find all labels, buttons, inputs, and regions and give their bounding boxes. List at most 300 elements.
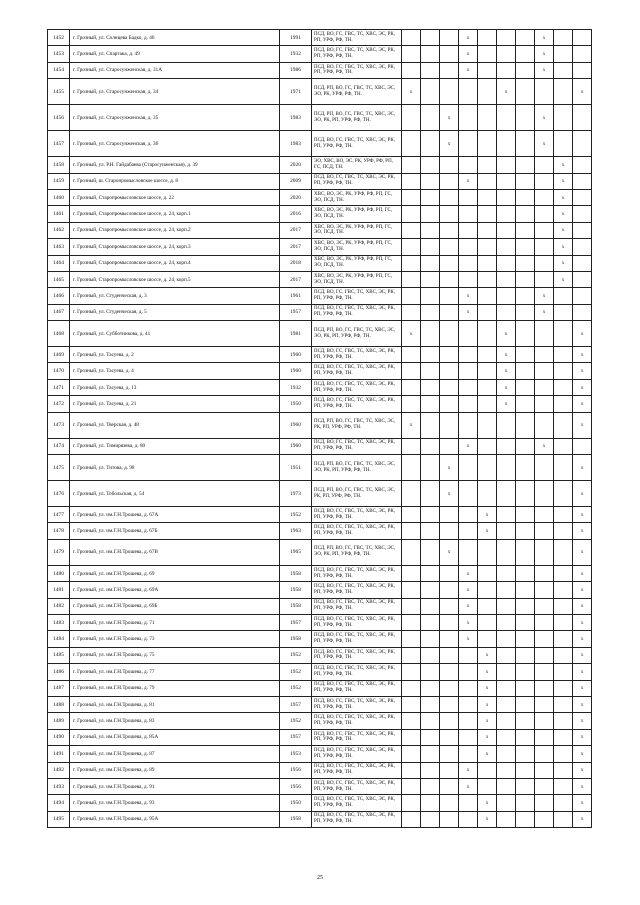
mark-cell (459, 79, 478, 105)
row-number: 1476 (48, 481, 70, 507)
mark-cell: x (573, 565, 592, 581)
mark-cell: x (573, 696, 592, 712)
mark-cell: x (402, 321, 421, 347)
mark-cell: x (573, 746, 592, 762)
mark-cell (402, 778, 421, 794)
mark-cell (535, 598, 554, 614)
address-cell: г. Грозный, ул. Старосунженская, д. 34 (70, 79, 280, 105)
mark-cell (478, 255, 497, 271)
table-row (48, 46, 592, 62)
mark-cell (497, 189, 516, 205)
mark-cell (421, 412, 440, 438)
mark-cell (535, 455, 554, 481)
year-cell: 1952 (280, 664, 312, 680)
mark-cell (573, 189, 592, 205)
mark-cell (421, 222, 440, 238)
mark-cell: x (459, 565, 478, 581)
mark-cell: x (478, 507, 497, 523)
mark-cell: x (573, 729, 592, 745)
mark-cell (516, 173, 535, 189)
mark-cell: x (573, 321, 592, 347)
systems-cell: ПСД, ВО, ГС, ГВС, ТС, ХВС, ЭС, РК, РП, УРФ, РФ, ТН. (312, 131, 402, 157)
year-cell: 1960 (280, 363, 312, 379)
row-number: 1492 (48, 762, 70, 778)
mark-cell: x (573, 396, 592, 412)
mark-cell (535, 811, 554, 827)
mark-cell (573, 46, 592, 62)
mark-cell (440, 438, 459, 454)
table-row (48, 664, 592, 680)
mark-cell: x (459, 438, 478, 454)
mark-cell (459, 713, 478, 729)
mark-cell (421, 189, 440, 205)
mark-cell (402, 507, 421, 523)
row-number: 1458 (48, 157, 70, 173)
mark-cell: x (573, 811, 592, 827)
mark-cell (535, 680, 554, 696)
address-cell: г. Грозный, ул. им.Г.Н.Трошева, д. 95А (70, 811, 280, 827)
mark-cell (516, 507, 535, 523)
address-cell: г. Грозный, ул. Р.Н. Гайдабаева (Старосунженская), д. 39 (70, 157, 280, 173)
mark-cell (573, 288, 592, 304)
address-cell: г. Грозный, ул. им.Г.Н.Трошева, д. 85А (70, 729, 280, 745)
mark-cell: x (573, 455, 592, 481)
mark-cell (421, 379, 440, 395)
year-cell: 1951 (280, 455, 312, 481)
table-row (48, 713, 592, 729)
mark-cell (478, 438, 497, 454)
table-row (48, 455, 592, 481)
row-number: 1468 (48, 321, 70, 347)
mark-cell: x (554, 222, 573, 238)
mark-cell (402, 157, 421, 173)
row-number: 1487 (48, 680, 70, 696)
mark-cell (516, 271, 535, 287)
row-number: 1477 (48, 507, 70, 523)
mark-cell (516, 582, 535, 598)
year-cell: 1958 (280, 811, 312, 827)
address-cell: г. Грозный, Старопромысловское шоссе, д. 22 (70, 189, 280, 205)
mark-cell (497, 614, 516, 630)
systems-cell: ЭО, ХВС, ВО, ЭС, РК, УРФ, РФ, РП, ГС, ПСД, ТН. (312, 157, 402, 173)
mark-cell (459, 222, 478, 238)
mark-cell: x (573, 680, 592, 696)
mark-cell: x (459, 46, 478, 62)
mark-cell (554, 614, 573, 630)
address-cell: г. Грозный, ул. Тасуева, д. 21 (70, 396, 280, 412)
mark-cell: x (535, 62, 554, 78)
mark-cell (421, 680, 440, 696)
mark-cell (440, 412, 459, 438)
mark-cell (421, 696, 440, 712)
table-row (48, 62, 592, 78)
mark-cell (573, 271, 592, 287)
mark-cell: x (478, 664, 497, 680)
mark-cell (516, 347, 535, 363)
mark-cell (516, 481, 535, 507)
mark-cell (535, 507, 554, 523)
systems-cell: ПСД, РП, ВО, ГС, ГВС, ТС, ХВС, ЭС, ЭО, РК, РП, УРФ, РФ, ТН. (312, 455, 402, 481)
mark-cell (421, 507, 440, 523)
mark-cell (516, 412, 535, 438)
mark-cell (402, 598, 421, 614)
systems-cell: ПСД, ВО, ГС, ГВС, ТС, ХВС, ЭС, РК, РП, УРФ, РФ, ТН. (312, 713, 402, 729)
mark-cell (421, 664, 440, 680)
mark-cell (440, 173, 459, 189)
mark-cell (535, 539, 554, 565)
mark-cell (402, 46, 421, 62)
mark-cell (535, 157, 554, 173)
mark-cell (421, 363, 440, 379)
table-row (48, 79, 592, 105)
mark-cell (440, 347, 459, 363)
year-cell: 1952 (280, 507, 312, 523)
mark-cell (421, 778, 440, 794)
table-row (48, 614, 592, 630)
mark-cell (478, 379, 497, 395)
mark-cell (421, 598, 440, 614)
mark-cell (516, 62, 535, 78)
year-cell: 1950 (280, 795, 312, 811)
mark-cell (402, 271, 421, 287)
systems-cell: ПСД, ВО, ГС, ГВС, ТС, ХВС, ЭС, РК, РП, УРФ, РФ, ТН. (312, 438, 402, 454)
systems-cell: ХВС, ВО, ЭС, РК, УРФ, РФ, РП, ГС, ЭО, ПСД, ТН. (312, 239, 402, 255)
mark-cell (554, 729, 573, 745)
mark-cell: x (573, 778, 592, 794)
mark-cell (459, 507, 478, 523)
mark-cell (554, 30, 573, 46)
mark-cell (516, 696, 535, 712)
mark-cell (497, 647, 516, 663)
year-cell: 1983 (280, 105, 312, 131)
address-cell: г. Грозный, ул. Студенческая, д. 3 (70, 288, 280, 304)
systems-cell: ПСД, ВО, ГС, ГВС, ТС, ХВС, ЭС, РК, РП, УРФ, РФ, ТН. (312, 288, 402, 304)
mark-cell (440, 157, 459, 173)
mark-cell (402, 523, 421, 539)
row-number: 1470 (48, 363, 70, 379)
mark-cell: x (535, 304, 554, 320)
mark-cell (459, 647, 478, 663)
mark-cell (573, 105, 592, 131)
mark-cell (516, 762, 535, 778)
mark-cell (440, 396, 459, 412)
mark-cell (497, 778, 516, 794)
mark-cell (516, 304, 535, 320)
mark-cell (516, 647, 535, 663)
mark-cell (478, 131, 497, 157)
mark-cell (402, 811, 421, 827)
mark-cell (497, 157, 516, 173)
year-cell: 1957 (280, 729, 312, 745)
mark-cell (478, 30, 497, 46)
address-cell: г. Грозный, ул. им.Г.Н.Трошева, д. 83 (70, 713, 280, 729)
year-cell: 1960 (280, 347, 312, 363)
mark-cell: x (459, 778, 478, 794)
mark-cell (421, 746, 440, 762)
table-row (48, 778, 592, 794)
year-cell: 1958 (280, 565, 312, 581)
mark-cell (440, 523, 459, 539)
address-cell: г. Грозный, ул. им.Г.Н.Трошева, д. 89 (70, 762, 280, 778)
year-cell: 1983 (280, 131, 312, 157)
mark-cell (459, 412, 478, 438)
mark-cell (497, 680, 516, 696)
table-row (48, 582, 592, 598)
mark-cell (440, 222, 459, 238)
row-number: 1452 (48, 30, 70, 46)
mark-cell (459, 379, 478, 395)
systems-cell: ПСД, ВО, ГС, ГВС, ТС, ХВС, ЭС, РК, РП, УРФ, РФ, ТН. (312, 396, 402, 412)
mark-cell (402, 222, 421, 238)
mark-cell (497, 438, 516, 454)
mark-cell (421, 46, 440, 62)
mark-cell: x (497, 347, 516, 363)
mark-cell (421, 565, 440, 581)
systems-cell: ПСД, ВО, ГС, ГВС, ТС, ХВС, ЭС, РК, РП, УРФ, РФ, ТН. (312, 762, 402, 778)
mark-cell (402, 189, 421, 205)
row-number: 1467 (48, 304, 70, 320)
row-number: 1466 (48, 288, 70, 304)
mark-cell (440, 288, 459, 304)
mark-cell (497, 62, 516, 78)
mark-cell: x (573, 507, 592, 523)
mark-cell (402, 363, 421, 379)
mark-cell (402, 539, 421, 565)
year-cell: 1953 (280, 746, 312, 762)
mark-cell: x (497, 396, 516, 412)
mark-cell (440, 729, 459, 745)
mark-cell (516, 131, 535, 157)
address-cell: г. Грозный, ул. им.Г.Н.Трошева, д. 75 (70, 647, 280, 663)
year-cell: 1957 (280, 614, 312, 630)
address-cell: г. Грозный, ул. Студенческая, д. 5 (70, 304, 280, 320)
address-cell: г. Грозный, Старопромысловское шоссе, д. 24, корп.2 (70, 222, 280, 238)
mark-cell: x (554, 157, 573, 173)
mark-cell (402, 255, 421, 271)
year-cell: 1932 (280, 379, 312, 395)
address-cell: г. Грозный, ул. им.Г.Н.Трошева, д. 87 (70, 746, 280, 762)
mark-cell (554, 321, 573, 347)
mark-cell (459, 539, 478, 565)
address-cell: г. Грозный, ул. им.Г.Н.Трошева, д. 81 (70, 696, 280, 712)
mark-cell (402, 664, 421, 680)
mark-cell: x (535, 288, 554, 304)
mark-cell (554, 347, 573, 363)
mark-cell (535, 631, 554, 647)
mark-cell (554, 131, 573, 157)
mark-cell (440, 778, 459, 794)
table-row (48, 363, 592, 379)
mark-cell: x (402, 412, 421, 438)
mark-cell (402, 631, 421, 647)
mark-cell (497, 288, 516, 304)
mark-cell (459, 396, 478, 412)
table-row (48, 438, 592, 454)
mark-cell (497, 631, 516, 647)
mark-cell (459, 746, 478, 762)
mark-cell (516, 713, 535, 729)
mark-cell (459, 189, 478, 205)
year-cell: 1956 (280, 762, 312, 778)
systems-cell: ПСД, РП, ВО, ГС, ГВС, ТС, ХВС, ЭС, ЭО, РК, РП, УРФ, РФ, ТН. (312, 539, 402, 565)
row-number: 1483 (48, 614, 70, 630)
mark-cell (535, 729, 554, 745)
mark-cell (421, 455, 440, 481)
mark-cell: x (459, 631, 478, 647)
mark-cell: x (440, 131, 459, 157)
mark-cell (535, 222, 554, 238)
mark-cell (421, 396, 440, 412)
mark-cell (478, 206, 497, 222)
year-cell: 1952 (280, 680, 312, 696)
mark-cell (440, 379, 459, 395)
mark-cell (421, 614, 440, 630)
mark-cell (402, 614, 421, 630)
mark-cell (459, 664, 478, 680)
mark-cell (478, 189, 497, 205)
mark-cell (440, 582, 459, 598)
table-row (48, 746, 592, 762)
mark-cell (516, 321, 535, 347)
mark-cell (421, 729, 440, 745)
mark-cell (573, 206, 592, 222)
address-cell: г. Грозный, ул. Старосунженская, д. 36 (70, 131, 280, 157)
year-cell: 2009 (280, 173, 312, 189)
mark-cell (554, 46, 573, 62)
row-number: 1474 (48, 438, 70, 454)
housing-table (47, 29, 592, 828)
mark-cell (421, 288, 440, 304)
mark-cell (440, 363, 459, 379)
mark-cell (516, 206, 535, 222)
address-cell: г. Грозный, ул. им.Г.Н.Трошева, д. 91 (70, 778, 280, 794)
mark-cell: x (478, 729, 497, 745)
mark-cell (402, 680, 421, 696)
systems-cell: ПСД, РП, ВО, ГС, ГВС, ТС, ХВС, ЭС, ЭО, РК, РП, УРФ, РФ, ТН. (312, 321, 402, 347)
mark-cell (421, 304, 440, 320)
mark-cell (554, 438, 573, 454)
mark-cell (516, 523, 535, 539)
mark-cell (440, 271, 459, 287)
page-number: 25 (317, 875, 323, 881)
year-cell: 1932 (280, 46, 312, 62)
mark-cell: x (459, 173, 478, 189)
systems-cell: ПСД, РП, ВО, ГС, ГВС, ТС, ХВС, ЭС, РК, РП, УРФ, РФ, ТН. (312, 412, 402, 438)
year-cell: 1958 (280, 582, 312, 598)
mark-cell: x (440, 481, 459, 507)
row-number: 1495 (48, 811, 70, 827)
systems-cell: ПСД, ВО, ГС, ГВС, ТС, ХВС, ЭС, РК, РП, УРФ, РФ, ТН. (312, 696, 402, 712)
row-number: 1464 (48, 255, 70, 271)
mark-cell (535, 271, 554, 287)
table-row (48, 647, 592, 663)
mark-cell (554, 105, 573, 131)
year-cell: 1952 (280, 647, 312, 663)
mark-cell (535, 173, 554, 189)
mark-cell (440, 304, 459, 320)
year-cell: 1957 (280, 304, 312, 320)
mark-cell (421, 206, 440, 222)
row-number: 1493 (48, 778, 70, 794)
row-number: 1491 (48, 746, 70, 762)
mark-cell (440, 46, 459, 62)
address-cell: г. Грозный, ул. им.Г.Н.Трошева, д. 93 (70, 795, 280, 811)
mark-cell (402, 481, 421, 507)
mark-cell (516, 288, 535, 304)
mark-cell (516, 255, 535, 271)
mark-cell (497, 222, 516, 238)
mark-cell (440, 507, 459, 523)
mark-cell: x (535, 131, 554, 157)
address-cell: г. Грозный, ул. им.Г.Н.Трошева, д. 69А (70, 582, 280, 598)
mark-cell: x (459, 598, 478, 614)
mark-cell (516, 746, 535, 762)
mark-cell (516, 455, 535, 481)
table-row (48, 157, 592, 173)
mark-cell: x (554, 189, 573, 205)
mark-cell (535, 396, 554, 412)
table-row (48, 523, 592, 539)
systems-cell: ПСД, РП, ВО, ГС, ГВС, ТС, ХВС, ЭС, ЭО, РК, РП, УРФ, РФ, ТН. (312, 105, 402, 131)
mark-cell (516, 778, 535, 794)
mark-cell (459, 206, 478, 222)
mark-cell (478, 481, 497, 507)
mark-cell: x (402, 79, 421, 105)
address-cell: г. Грозный, ул. Субботникова, д. 41 (70, 321, 280, 347)
systems-cell: ПСД, ВО, ГС, ГВС, ТС, ХВС, ЭС, РК, РП, УРФ, РФ, ТН. (312, 565, 402, 581)
mark-cell (459, 481, 478, 507)
mark-cell (535, 614, 554, 630)
mark-cell (459, 795, 478, 811)
table-row (48, 288, 592, 304)
mark-cell (402, 696, 421, 712)
mark-cell (421, 347, 440, 363)
table-row (48, 239, 592, 255)
systems-cell: ПСД, ВО, ГС, ГВС, ТС, ХВС, ЭС, РК, РП, УРФ, РФ, ТН. (312, 582, 402, 598)
year-cell: 1971 (280, 79, 312, 105)
mark-cell (554, 778, 573, 794)
mark-cell (478, 455, 497, 481)
row-number: 1473 (48, 412, 70, 438)
table-row (48, 131, 592, 157)
table-row (48, 304, 592, 320)
mark-cell (497, 304, 516, 320)
address-cell: г. Грозный, ул. Тимирязева, д. 80 (70, 438, 280, 454)
systems-cell: ПСД, ВО, ГС, ГВС, ТС, ХВС, ЭС, РК, РП, УРФ, РФ, ТН. (312, 363, 402, 379)
systems-cell: ПСД, ВО, ГС, ГВС, ТС, ХВС, ЭС, РК, РП, УРФ, РФ, ТН. (312, 680, 402, 696)
row-number: 1461 (48, 206, 70, 222)
mark-cell: x (554, 271, 573, 287)
row-number: 1480 (48, 565, 70, 581)
mark-cell: x (478, 680, 497, 696)
row-number: 1489 (48, 713, 70, 729)
mark-cell (440, 713, 459, 729)
mark-cell: x (573, 713, 592, 729)
systems-cell: ПСД, ВО, ГС, ГВС, ТС, ХВС, ЭС, РК, РП, УРФ, РФ, ТН. (312, 664, 402, 680)
mark-cell (402, 62, 421, 78)
row-number: 1459 (48, 173, 70, 189)
row-number: 1454 (48, 62, 70, 78)
mark-cell (402, 105, 421, 131)
row-number: 1465 (48, 271, 70, 287)
mark-cell (402, 131, 421, 157)
mark-cell (554, 762, 573, 778)
year-cell: 1981 (280, 321, 312, 347)
mark-cell (516, 565, 535, 581)
mark-cell (573, 157, 592, 173)
mark-cell (478, 46, 497, 62)
address-cell: г. Грозный, ул. им.Г.Н.Трошева, д. 67Б (70, 523, 280, 539)
